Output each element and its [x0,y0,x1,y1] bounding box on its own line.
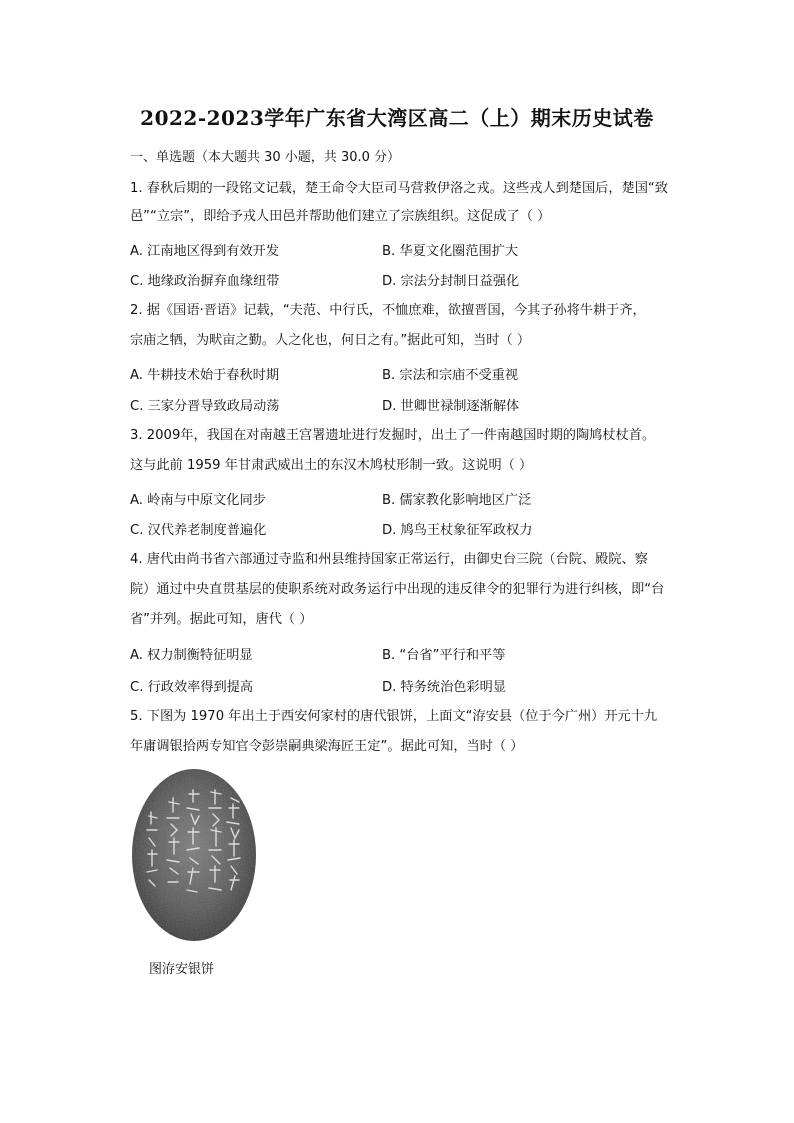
question-2-line-2: 宗庙之牺，为畎亩之勤。人之化也，何日之有。”据此可知，当时（ ） [130,333,531,348]
question-2-option-c: C. 三家分晋导致政局动荡 [130,399,280,414]
question-1-line-1: 1. 春秋后期的一段铭文记载，楚王命令大臣司马营救伊洛之戎。这些戎人到楚国后，楚国“致 [130,181,668,196]
question-2-option-a: A. 牛耕技术始于春秋时期 [130,368,280,383]
question-4-line-3: 省”并列。据此可知，唐代（ ） [130,612,313,627]
exam-title: 2022-2023学年广东省大湾区高二（上）期末历史试卷 [140,106,654,130]
question-4-option-c: C. 行政效率得到提高 [130,680,254,695]
question-3-line-2: 这与此前 1959 年甘肃武威出土的东汉木鸠杖形制一致。这说明（ ） [130,458,533,473]
question-1-option-d: D. 宗法分封制日益强化 [382,274,520,289]
question-2-line-1: 2. 据《国语·晋语》记载，“夫范、中行氏，不恤庶难，欲擅晋国，今其子孙将牛耕于齐， [130,303,646,318]
question-3-option-c: C. 汉代养老制度普遍化 [130,523,267,538]
question-4-option-d: D. 特务统治色彩明显 [382,680,507,695]
question-2-option-b: B. 宗法和宗庙不受重视 [382,368,519,383]
question-3-option-d: D. 鸠鸟王杖象征军政权力 [382,523,533,538]
question-4-option-b: B. “台省”平行和平等 [382,648,506,663]
question-3-option-b: B. 儒家教化影响地区广泛 [382,493,532,508]
question-1-option-c: C. 地缘政治摒弃血缘纽带 [130,274,280,289]
question-4-line-1: 4. 唐代由尚书省六部通过寺监和州县维持国家正常运行，由御史台三院（台院、殿院、察 [130,552,648,567]
question-5-line-1: 5. 下图为 1970 年出土于西安何家村的唐代银饼，上面文“洊安县（位于今广州）开元十九 [130,709,658,724]
question-1-line-2: 邑”“立宗”，即给予戎人田邑并帮助他们建立了宗族组织。这促成了（ ） [130,209,551,224]
question-2-option-d: D. 世卿世禄制逐渐解体 [382,399,520,414]
question-4-option-a: A. 权力制衡特征明显 [130,648,253,663]
question-4-line-2: 院）通过中央直贯基层的使职系统对政务运行中出现的违反律令的犯罪行为进行纠核，即“台 [130,582,665,597]
section-heading: 一、单选题（本大题共 30 小题，共 30.0 分） [130,150,401,165]
silver-ingot-rubbing-image [131,768,257,943]
question-1-option-b: B. 华夏文化圈范围扩大 [382,244,519,259]
question-3-line-1: 3. 2009年，我国在对南越王宫署遗址进行发掘时，出土了一件南越国时期的陶鸠杖杖首。 [130,428,656,443]
question-3-option-a: A. 岭南与中原文化同步 [130,493,266,508]
question-5-line-2: 年庸调银拾两专知官令彭崇嗣典梁海匠王定”。据此可知，当时（ ） [130,739,524,754]
figure-caption: 图洊安银饼 [149,962,215,977]
question-1-option-a: A. 江南地区得到有效开发 [130,244,280,259]
